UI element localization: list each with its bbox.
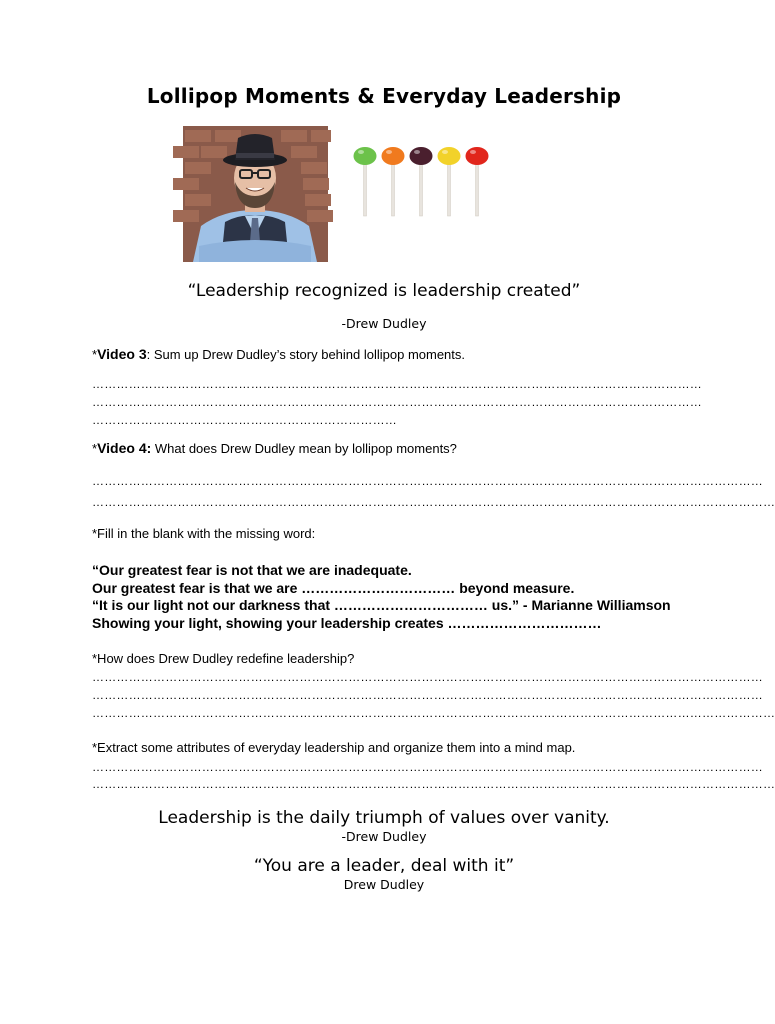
fill-blank-line[interactable]: “It is our light not our darkness that …………………………… us.” - Marianne Williamson [92,597,671,613]
fill-blank-line: “Our greatest fear is not that we are inadequate. [92,562,412,578]
question-label: Video 4: [97,440,152,456]
answer-line[interactable]: ………………………………………………………………………………………………………………………………………………… [92,670,763,684]
answer-line[interactable]: …………………………………………………………………………………………………………………………………………………… [92,706,775,720]
main-quote-attribution: -Drew Dudley [341,316,427,331]
question-text: : Sum up Drew Dudley’s story behind lollipop moments. [146,347,466,362]
main-quote: “Leadership recognized is leadership created” [187,281,581,301]
answer-line[interactable]: ………………………………………………………………… [92,413,397,427]
answer-line[interactable]: ………………………………………………………………………………………………………………………………………………… [92,688,763,702]
answer-line[interactable]: …………………………………………………………………………………………………………………………………… [92,377,702,391]
answer-line[interactable]: ………………………………………………………………………………………………………………………………………………… [92,760,763,774]
lollipop-icon [466,147,489,216]
lollipop-icon [410,147,433,216]
lollipop-icon [382,147,405,216]
lollipop-icon [438,147,461,216]
question-mind-map: *Extract some attributes of everyday leadership and organize them into a mind map. [92,740,576,755]
lollipops-image [350,144,495,220]
closing-quote-2-attribution: Drew Dudley [343,877,425,892]
closing-quote-2: “You are a leader, deal with it” [253,856,515,876]
answer-line[interactable]: …………………………………………………………………………………………………………………………………………………… [92,777,775,791]
question-prefix: * [92,347,98,362]
speaker-photo [183,126,328,262]
question-redefine-leadership: *How does Drew Dudley redefine leadership? [92,651,355,666]
fill-blank-line[interactable]: Our greatest fear is that we are …………………………… beyond measure. [92,580,575,596]
page-title: Lollipop Moments & Everyday Leadership [146,84,622,108]
answer-line[interactable]: …………………………………………………………………………………………………………………………………………………… [92,495,775,509]
lollipop-icon [354,147,377,216]
question-text: What does Drew Dudley mean by lollipop moments? [151,441,457,456]
question-fill-blank: *Fill in the blank with the missing word: [92,526,316,541]
closing-quote-1-attribution: -Drew Dudley [341,829,427,844]
answer-line[interactable]: ………………………………………………………………………………………………………………………………………………… [92,474,763,488]
answer-line[interactable]: …………………………………………………………………………………………………………………………………… [92,395,702,409]
closing-quote-1: Leadership is the daily triumph of values over vanity. [158,808,610,828]
question-video-3 [92,346,465,362]
question-video-4 [92,440,457,456]
fill-blank-line[interactable]: Showing your light, showing your leadership creates …………………………… [92,615,602,631]
question-label: Video 3 [97,346,147,362]
question-prefix: * [92,441,98,456]
